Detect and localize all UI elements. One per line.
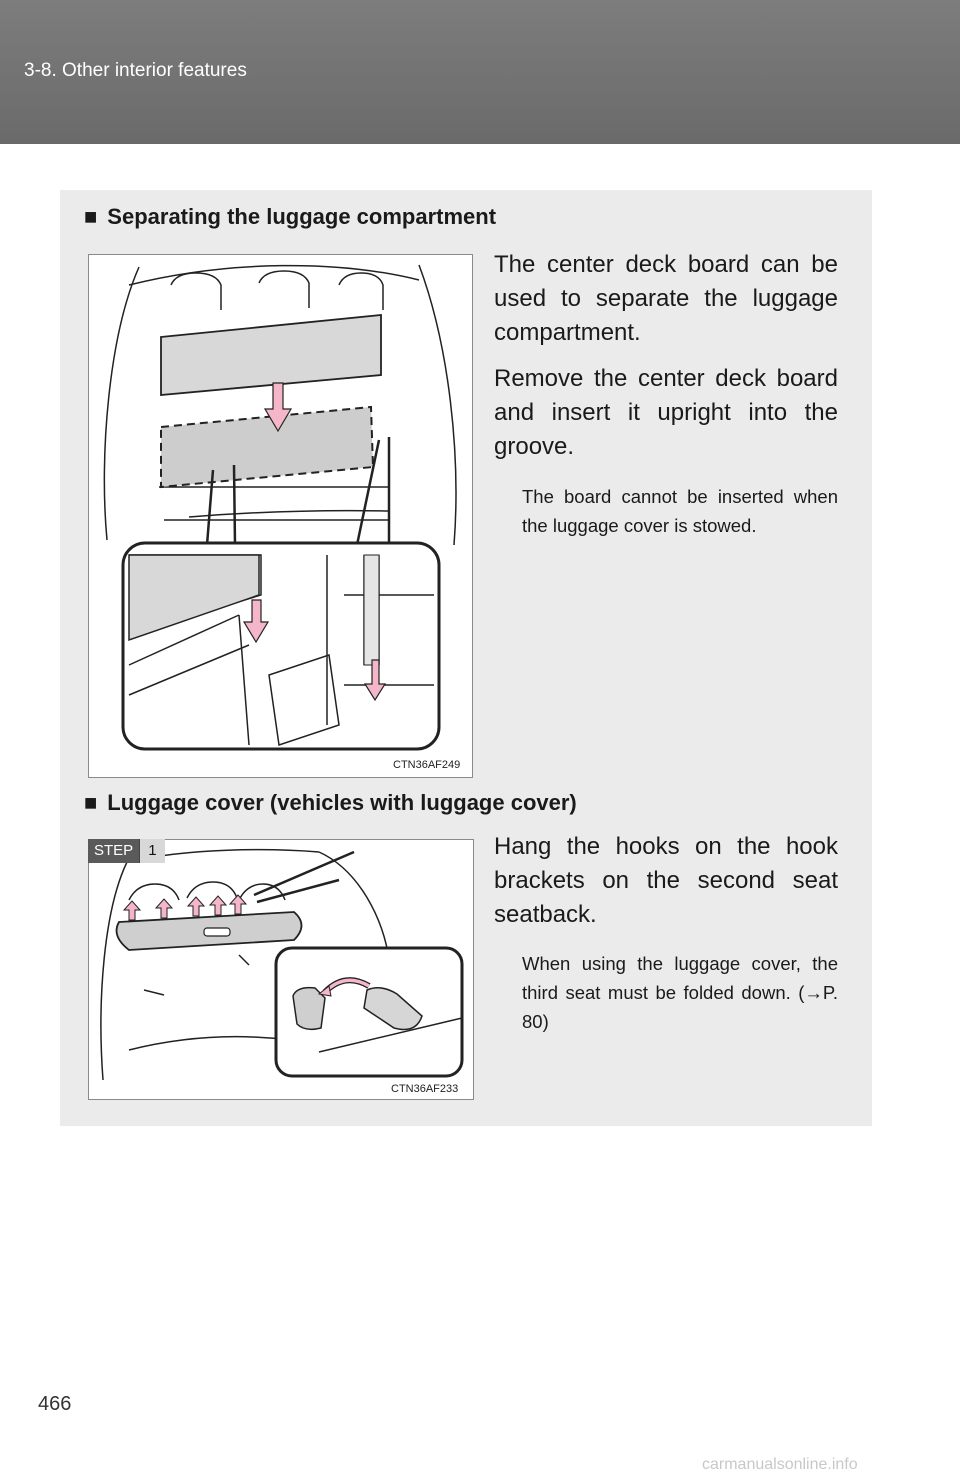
section-heading-luggage-cover: ■ Luggage cover (vehicles with luggage cover) [84, 790, 577, 815]
watermark: carmanualsonline.info [702, 1456, 858, 1473]
step-badge [88, 839, 165, 863]
deck-board-illustration [89, 255, 472, 777]
square-bullet-icon: ■ [84, 204, 98, 229]
note-luggage-cover: When using the luggage cover, the third seat must be folded down. (→P. 80) [522, 953, 838, 1032]
section-heading-separating: ■ Separating the luggage compartment [84, 204, 497, 229]
figure-luggage-cover [88, 839, 474, 1100]
page-header [0, 0, 960, 144]
body-text-separating: The center deck board can be used to separate the luggage compartment. Remove the center deck board and insert it upright into the groove. [494, 251, 838, 460]
square-bullet-icon: ■ [84, 790, 98, 815]
step-label: STEP [88, 839, 139, 863]
note-separating: The board cannot be inserted when the luggage cover is stowed. [522, 486, 838, 536]
figure-code: CTN36AF233 [391, 1083, 459, 1095]
body-text-luggage-cover: Hang the hooks on the hook brackets on the second seat seatback. [494, 833, 838, 928]
step-number: 1 [139, 839, 164, 863]
luggage-cover-illustration [89, 840, 473, 1099]
figure-code: CTN36AF249 [393, 759, 461, 771]
section-title: 3-8. Other interior features [24, 60, 247, 81]
figure-deck-board [88, 254, 473, 778]
page-number: 466 [38, 1393, 72, 1415]
